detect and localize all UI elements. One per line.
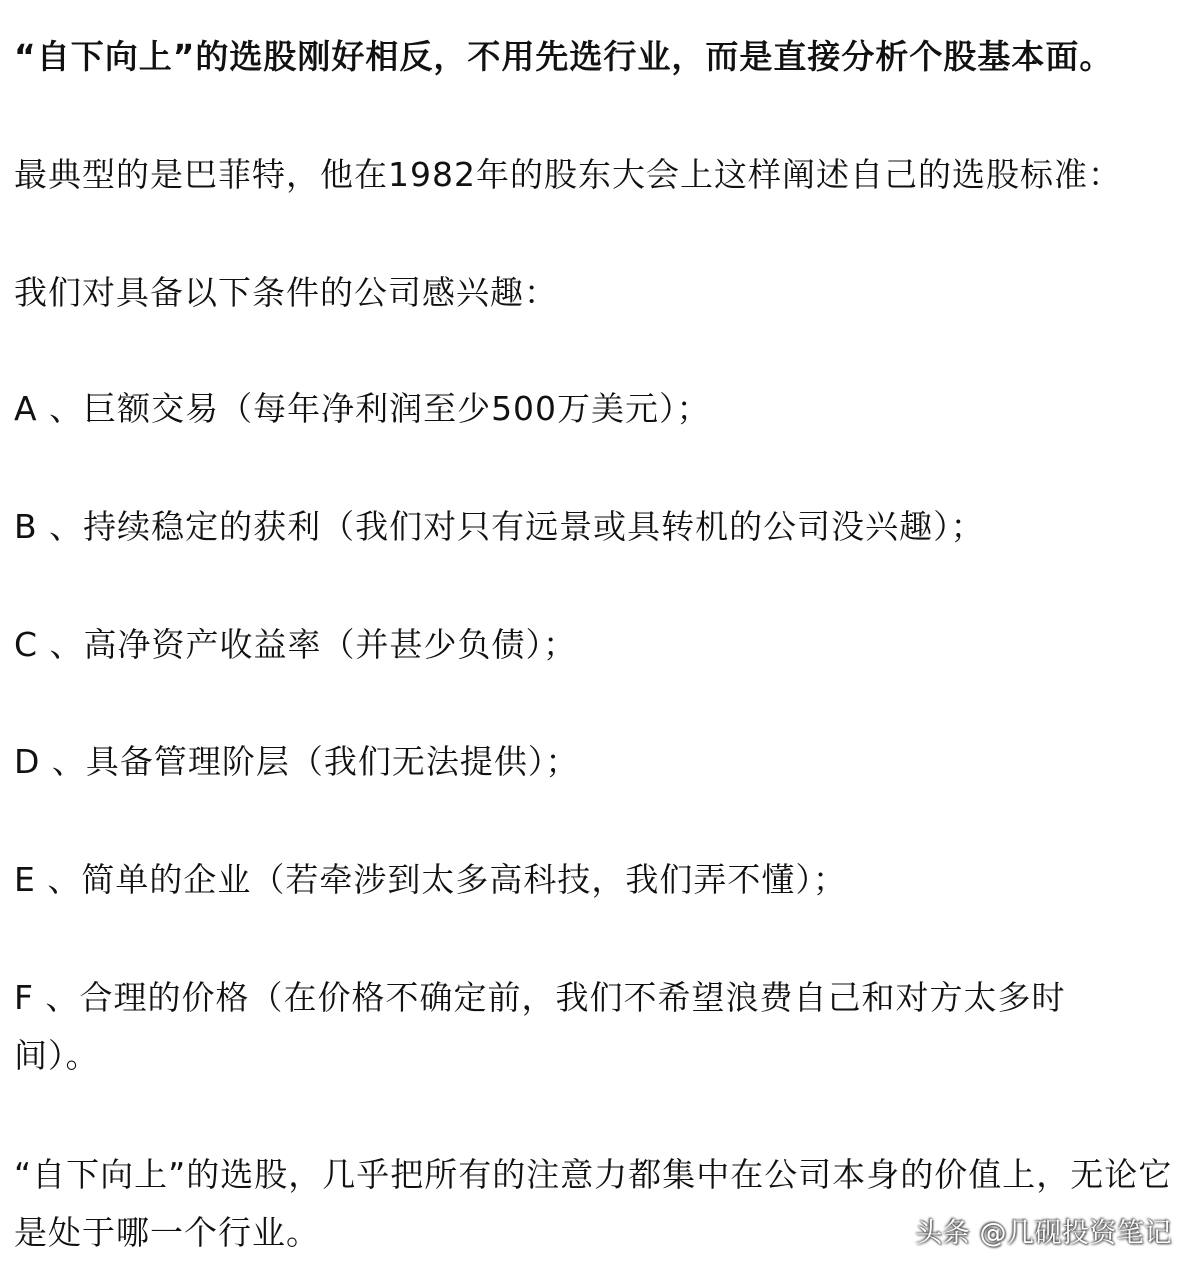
- criterion-e: E 、简单的企业（若牵涉到太多高科技，我们弄不懂）；: [14, 860, 847, 899]
- criterion-b: B 、持续稳定的获利（我们对只有远景或具转机的公司没兴趣）；: [14, 507, 985, 546]
- watermark-label: 头条 @几砚投资笔记: [915, 1218, 1172, 1249]
- conclusion-paragraph: “自下向上”的选股，几乎把所有的注意力都集中在公司本身的价值上，无论它是处于哪一个行业。: [14, 1155, 1173, 1252]
- criterion-a: A 、巨额交易（每年净利润至少500万美元）；: [14, 389, 711, 428]
- headline-paragraph: “自下向上”的选股刚好相反，不用先选行业，而是直接分析个股基本面。: [14, 37, 1114, 76]
- intro-paragraph: 最典型的是巴菲特，他在1982年的股东大会上这样阐述自己的选股标准：: [14, 155, 1122, 194]
- criterion-d: D 、具备管理阶层（我们无法提供）；: [14, 742, 580, 781]
- lead-paragraph: 我们对具备以下条件的公司感兴趣：: [14, 273, 558, 312]
- criterion-f: F 、合理的价格（在价格不确定前，我们不希望浪费自己和对方太多时间）。: [14, 978, 1066, 1075]
- criterion-c: C 、高净资产收益率（并甚少负债）；: [14, 625, 578, 664]
